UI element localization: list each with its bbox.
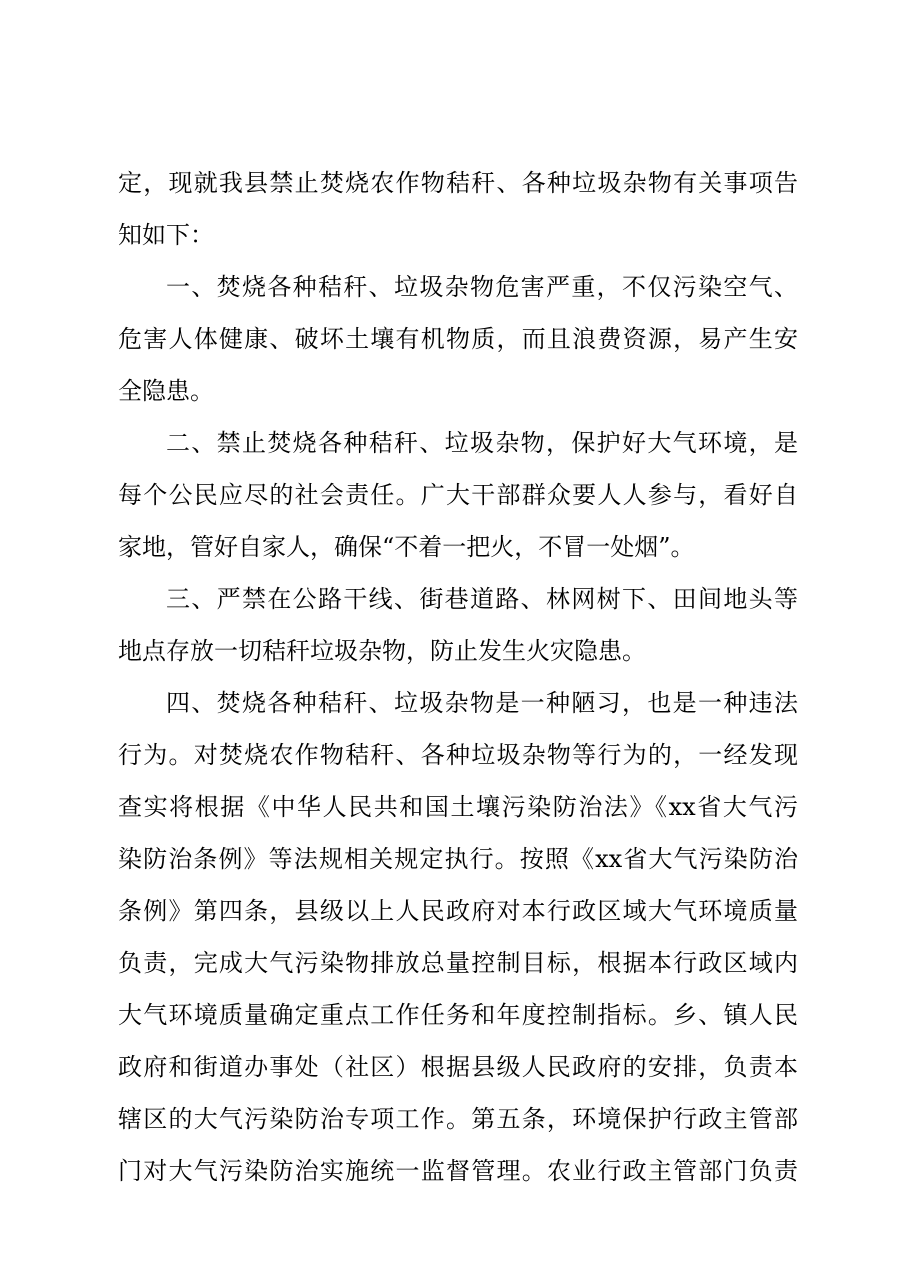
text-line: 危害人体健康、破坏土壤有机物质，而且浪费资源，易产生安 bbox=[118, 325, 798, 353]
text-line: 定，现就我县禁止焚烧农作物秸秆、各种垃圾杂物有关事项告 bbox=[118, 169, 798, 197]
paragraph-4-start: 四、焚烧各种秸秆、垃圾杂物是一种陋习，也是一种违法 bbox=[166, 689, 798, 717]
paragraph-2-start: 二、禁止焚烧各种秸秆、垃圾杂物，保护好大气环境，是 bbox=[166, 429, 798, 457]
text-line: 门对大气污染防治实施统一监督管理。农业行政主管部门负责 bbox=[118, 1157, 798, 1185]
paragraph-1-start: 一、焚烧各种秸秆、垃圾杂物危害严重，不仅污染空气、 bbox=[166, 273, 798, 301]
text-line: 知如下： bbox=[118, 221, 214, 249]
text-line: 染防治条例》等法规相关规定执行。按照《xx省大气污染防治 bbox=[118, 845, 798, 873]
text-line: 辖区的大气污染防治专项工作。第五条，环境保护行政主管部 bbox=[118, 1105, 798, 1133]
paragraph-3-start: 三、严禁在公路干线、街巷道路、林网树下、田间地头等 bbox=[166, 585, 798, 613]
text-line: 条例》第四条，县级以上人民政府对本行政区域大气环境质量 bbox=[118, 897, 798, 925]
document-body bbox=[118, 157, 798, 1197]
text-line: 全隐患。 bbox=[118, 377, 214, 405]
text-line: 政府和街道办事处（社区）根据县级人民政府的安排，负责本 bbox=[118, 1053, 798, 1081]
text-line: 地点存放一切秸秆垃圾杂物，防止发生火灾隐患。 bbox=[118, 637, 646, 665]
text-line: 每个公民应尽的社会责任。广大干部群众要人人参与，看好自 bbox=[118, 481, 798, 509]
text-line: 家地，管好自家人，确保“不着一把火，不冒一处烟”。 bbox=[118, 533, 695, 561]
text-line: 行为。对焚烧农作物秸秆、各种垃圾杂物等行为的，一经发现 bbox=[118, 741, 798, 769]
text-line: 负责，完成大气污染物排放总量控制目标，根据本行政区域内 bbox=[118, 949, 798, 977]
text-line: 查实将根据《中华人民共和国土壤污染防治法》《xx省大气污 bbox=[118, 793, 798, 821]
text-line: 大气环境质量确定重点工作任务和年度控制指标。乡、镇人民 bbox=[118, 1001, 798, 1029]
